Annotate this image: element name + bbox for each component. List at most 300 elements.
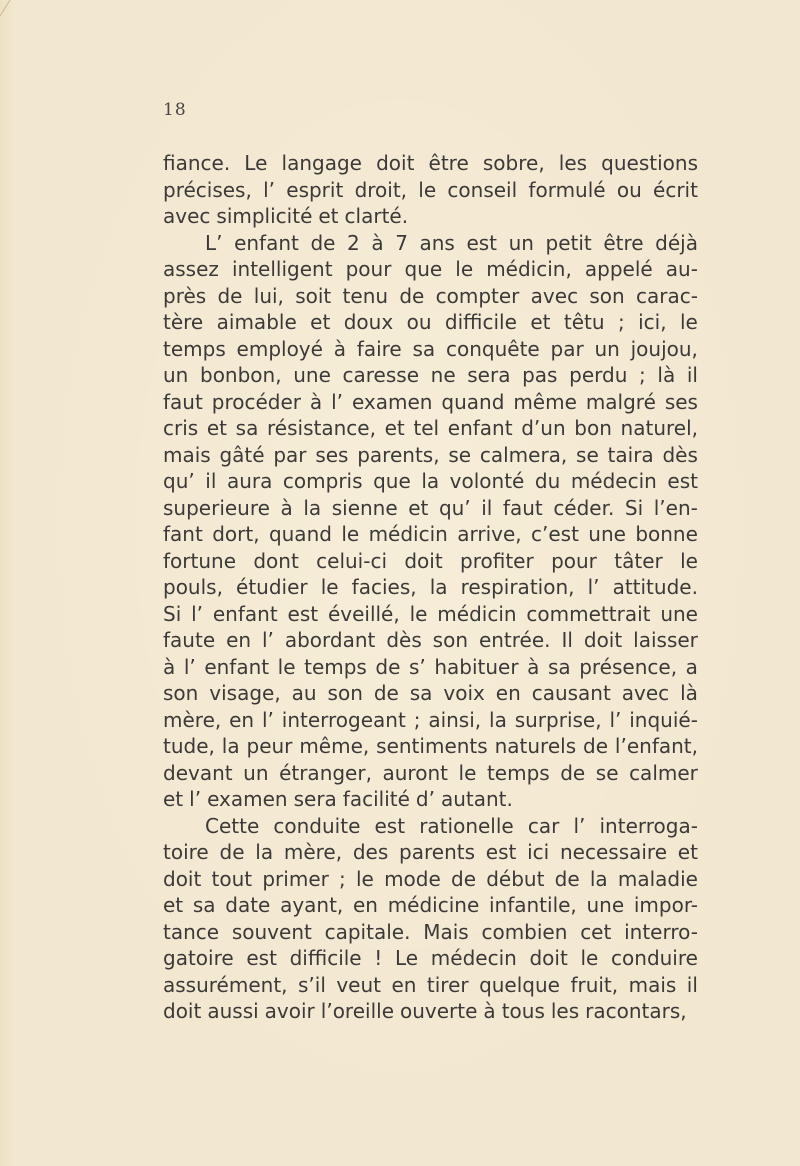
word: enfant [212,601,278,626]
word: doit [583,628,623,652]
word: de [560,760,586,785]
word: être [603,230,644,255]
word: dort, [212,522,260,546]
word: le [680,310,698,334]
word: gatoire [163,946,234,970]
word: d’ [415,787,435,811]
word: se [448,442,472,467]
word: entrée. [478,628,551,652]
word: le [680,548,698,573]
word: est [246,946,277,970]
word: le [418,177,437,202]
word: cris [163,416,199,440]
word: Mais [423,919,469,944]
word: sera [293,787,337,811]
word: l’en- [653,495,698,520]
word: étranger, [279,760,372,785]
word: les [550,999,580,1023]
word: capitale. [324,919,411,944]
word: examen [351,389,433,414]
word: conquête [445,336,540,361]
word: date [225,893,271,917]
text-line [163,548,698,575]
word: quand [268,522,332,546]
word: est [374,813,406,838]
word: présence, [579,654,678,679]
word: surprise, [514,707,602,732]
word: attitude. [612,575,698,599]
text-line [163,707,698,734]
word: un [594,336,620,361]
word: droit, [354,177,408,202]
word: les [558,151,588,175]
word: de [451,866,476,891]
word: toire [163,840,209,864]
word: et [530,310,551,334]
paragraph [163,813,698,1025]
word: de [373,681,399,705]
word: la [589,866,608,891]
text-line [163,945,698,972]
text-line [163,654,698,681]
word: l’ [263,177,276,202]
text-line [163,627,698,654]
word: une [586,893,625,917]
text-line [163,998,698,1025]
word: ouverte [400,999,478,1023]
word: est [667,469,698,493]
text-line [163,150,698,177]
word: aimable [216,310,297,334]
word: sa [192,893,216,917]
word: est [485,840,517,864]
text-line [163,813,698,840]
word: parents, [357,442,440,467]
word: sobre, [482,151,545,175]
word: doit [404,548,443,573]
word: conduite [273,813,361,838]
word: ayant, [280,893,344,917]
word: qu’ [163,469,195,493]
word: avec [621,681,670,705]
word: soit [295,283,332,308]
word: pas [522,363,558,387]
word: à [280,495,293,520]
word: là [657,363,676,387]
word: ou [616,177,642,202]
word: de [583,734,609,758]
word: auront [382,760,448,785]
word: éveillé, [327,601,400,626]
word: examen [207,787,288,811]
word: 7 [395,230,408,255]
word: arrive, [457,522,522,546]
word: interrogeant [281,707,406,732]
word: une [293,363,331,387]
word: fant [163,522,203,546]
word: tude, [163,734,215,758]
word: ; [339,866,346,891]
word: voix [443,681,485,705]
text-line [163,495,698,522]
text-line [163,230,698,257]
text-line [163,442,698,469]
word: l’ [261,628,274,652]
word: le [356,866,374,891]
word: il [686,972,698,997]
word: ici [527,840,550,864]
word: infantile, [488,893,577,917]
word: résistance, [267,416,376,440]
word: médecin [430,946,517,970]
word: compris [282,469,363,493]
word: le [341,522,360,546]
word: avec [163,204,211,228]
word: médicin, [486,257,572,281]
word: et [163,787,184,811]
word: profiter [460,548,534,573]
word: aura [226,469,273,493]
word: sa [547,654,571,679]
word: Le [395,946,419,970]
word: doit [529,946,568,970]
word: impor- [633,893,698,917]
word: s’il [297,972,326,997]
word: faut [502,495,543,520]
word: s’ [408,654,426,679]
word: primer [262,866,329,891]
word: la [421,469,440,493]
word: laisser [633,628,698,652]
word: calmer [629,760,698,785]
word: de [554,866,580,891]
word: quand [441,389,505,414]
word: le [580,946,599,970]
text-line [163,336,698,363]
word: habituer [434,654,519,679]
word: tâter [614,548,663,573]
word: tous [501,999,545,1023]
word: et [384,416,405,440]
word: avoir [264,999,315,1023]
word: d’un [521,416,566,440]
word: l’ [331,389,344,414]
word: que [373,469,411,493]
word: par [273,442,307,467]
word: son [432,628,469,652]
word: ainsi, [428,707,482,732]
word: veut [336,972,381,997]
word: médicine [387,893,480,917]
word: médicin [437,601,517,626]
word: doit [163,999,202,1023]
paragraph [163,230,698,813]
word: par [550,336,584,361]
text-line [163,256,698,283]
word: ses [664,389,698,414]
word: facilité [342,787,410,811]
text-line [163,389,698,416]
text-line [163,972,698,999]
word: racontars, [585,999,687,1023]
text-line [163,892,698,919]
word: causant [531,681,611,705]
word: son [327,681,363,705]
word: à [527,654,540,679]
word: lui, [253,283,284,308]
word: est [287,601,319,626]
word: fiance. [163,151,231,175]
word: ; [639,363,646,387]
word: ou [406,310,432,334]
word: devant [163,760,233,785]
word: faut [163,389,203,414]
word: son [163,681,199,705]
word: simplicité [216,204,313,228]
word: la [429,575,448,599]
word: se [576,442,599,467]
word: difficile [444,310,517,334]
word: questions [601,151,698,175]
word: visage, [209,681,281,705]
word: une [660,601,698,626]
word: tance [163,919,220,944]
word: caresse [342,363,419,387]
word: en [229,707,255,732]
word: sera [467,363,511,387]
word: fruit, [570,972,619,997]
word: quelque [479,972,560,997]
word: là [680,681,698,705]
word: rationelle [419,813,514,838]
text-line [163,866,698,893]
word: esprit [286,177,344,202]
word: carac- [635,283,698,308]
word: bonbon, [200,363,282,387]
word: employé [236,336,323,361]
word: naturels [494,734,577,758]
word: des [352,840,389,864]
word: naturel, [620,416,698,440]
word: médicin [368,522,448,546]
body-text [163,150,698,1025]
word: procéder [211,389,301,414]
word: temps [486,760,550,785]
word: bon [574,416,612,440]
word: à [371,230,384,255]
word: volonté [449,469,525,493]
word: qu’ [438,495,471,520]
word: l’enfant, [614,734,698,758]
word: faute [163,628,216,652]
text-line [163,468,698,495]
word: pour [551,548,597,573]
word: temps [163,336,226,361]
word: doux [343,310,394,334]
word: et [163,893,184,917]
word: le [458,760,477,785]
word: dès [386,628,422,652]
word: tenu [342,283,389,308]
word: et [318,204,339,228]
word: de [217,283,243,308]
word: un [508,230,534,255]
word: L’ [205,230,223,255]
word: compter [435,283,520,308]
word: même [513,389,577,414]
word: mais [163,442,211,467]
word: ne [430,363,456,387]
word: et [310,310,331,334]
word: précises, [163,177,252,202]
word: pour [345,257,392,281]
word: c’est [531,522,579,546]
word: l’ [573,813,586,838]
word: sienne [331,495,398,520]
word: inquié- [629,707,698,732]
word: dont [253,548,299,573]
word: car [527,813,560,838]
word: fortune [163,548,236,573]
word: et [408,495,429,520]
word: enfant [234,230,299,255]
word: un [163,363,189,387]
word: petit [545,230,592,255]
word: cet [580,919,612,944]
text-line [163,601,698,628]
word: écrit [653,177,698,202]
word: superieure [163,495,270,520]
word: dès [662,442,698,467]
text-line [163,760,698,787]
word: joujou, [630,336,698,361]
word: interroga- [599,813,698,838]
word: maladie [617,866,698,891]
text-line [163,839,698,866]
word: céder. [553,495,615,520]
word: près [163,283,207,308]
word: étudier [236,575,308,599]
word: tirer [426,972,469,997]
word: Il [561,628,573,652]
word: une [588,522,626,546]
word: même, [299,734,370,758]
word: et [677,840,698,864]
text-line [163,309,698,336]
word: sentiments [376,734,488,758]
word: Cette [205,813,260,838]
word: se [595,760,619,785]
word: conduire [611,946,698,970]
word: le [455,257,474,281]
word: l’ [183,654,196,679]
word: temps [304,654,367,679]
word: appelé [584,257,653,281]
paragraph [163,150,698,230]
word: assurément, [163,972,288,997]
word: est [466,230,498,255]
word: au- [665,257,698,281]
text-line [163,919,698,946]
word: et [206,416,228,440]
word: de [310,230,336,255]
word: perdu [569,363,628,387]
word: en [391,972,417,997]
word: têtu [563,310,605,334]
word: a [685,654,698,679]
word: l’ [189,787,202,811]
page-corner-crease [0,0,24,24]
word: pouls, [163,575,223,599]
word: l’ [587,575,600,599]
word: mode [384,866,441,891]
word: tère [163,310,204,334]
word: mais [628,972,677,997]
word: malgré [585,389,656,414]
word: le [409,601,428,626]
word: de [399,283,425,308]
word: ; [617,310,625,334]
word: Si [163,601,182,626]
word: avec [530,283,579,308]
word: celui-ci [316,548,387,573]
word: sa [235,416,259,440]
text-line [163,362,698,389]
word: respiration, [460,575,575,599]
text-line [163,177,698,204]
word: l’ [191,601,204,626]
word: à [483,999,496,1023]
word: Si [624,495,644,520]
word: à [333,336,346,361]
word: médecin [570,469,657,493]
word: Le [244,151,268,175]
word: la [221,734,240,758]
word: souvent [231,919,312,944]
word: il [481,495,493,520]
word: taira [607,442,654,467]
word: intelligent [231,257,333,281]
text-line [163,574,698,601]
word: assez [163,257,219,281]
word: doit [163,866,202,891]
word: à [163,654,176,679]
word: être [428,151,469,175]
word: à [309,389,323,414]
word: sa [412,336,436,361]
word: déjà [655,230,698,255]
word: la [489,707,507,732]
word: en [495,681,521,705]
word: abordant [284,628,376,652]
word: formulé [528,177,606,202]
word: ; [413,707,421,732]
word: clarté. [344,204,409,228]
word: facies, [351,575,417,599]
word: de [375,654,401,679]
word: un [243,760,269,785]
word: l’ [609,707,622,732]
word: aussi [207,999,259,1023]
word: calmera, [479,442,568,467]
word: tel [413,416,440,440]
word: conseil [447,177,518,202]
word: ! [374,946,383,970]
word: bonne [635,522,698,546]
text-line [163,203,698,230]
word: de [219,840,245,864]
word: autant. [440,787,513,811]
